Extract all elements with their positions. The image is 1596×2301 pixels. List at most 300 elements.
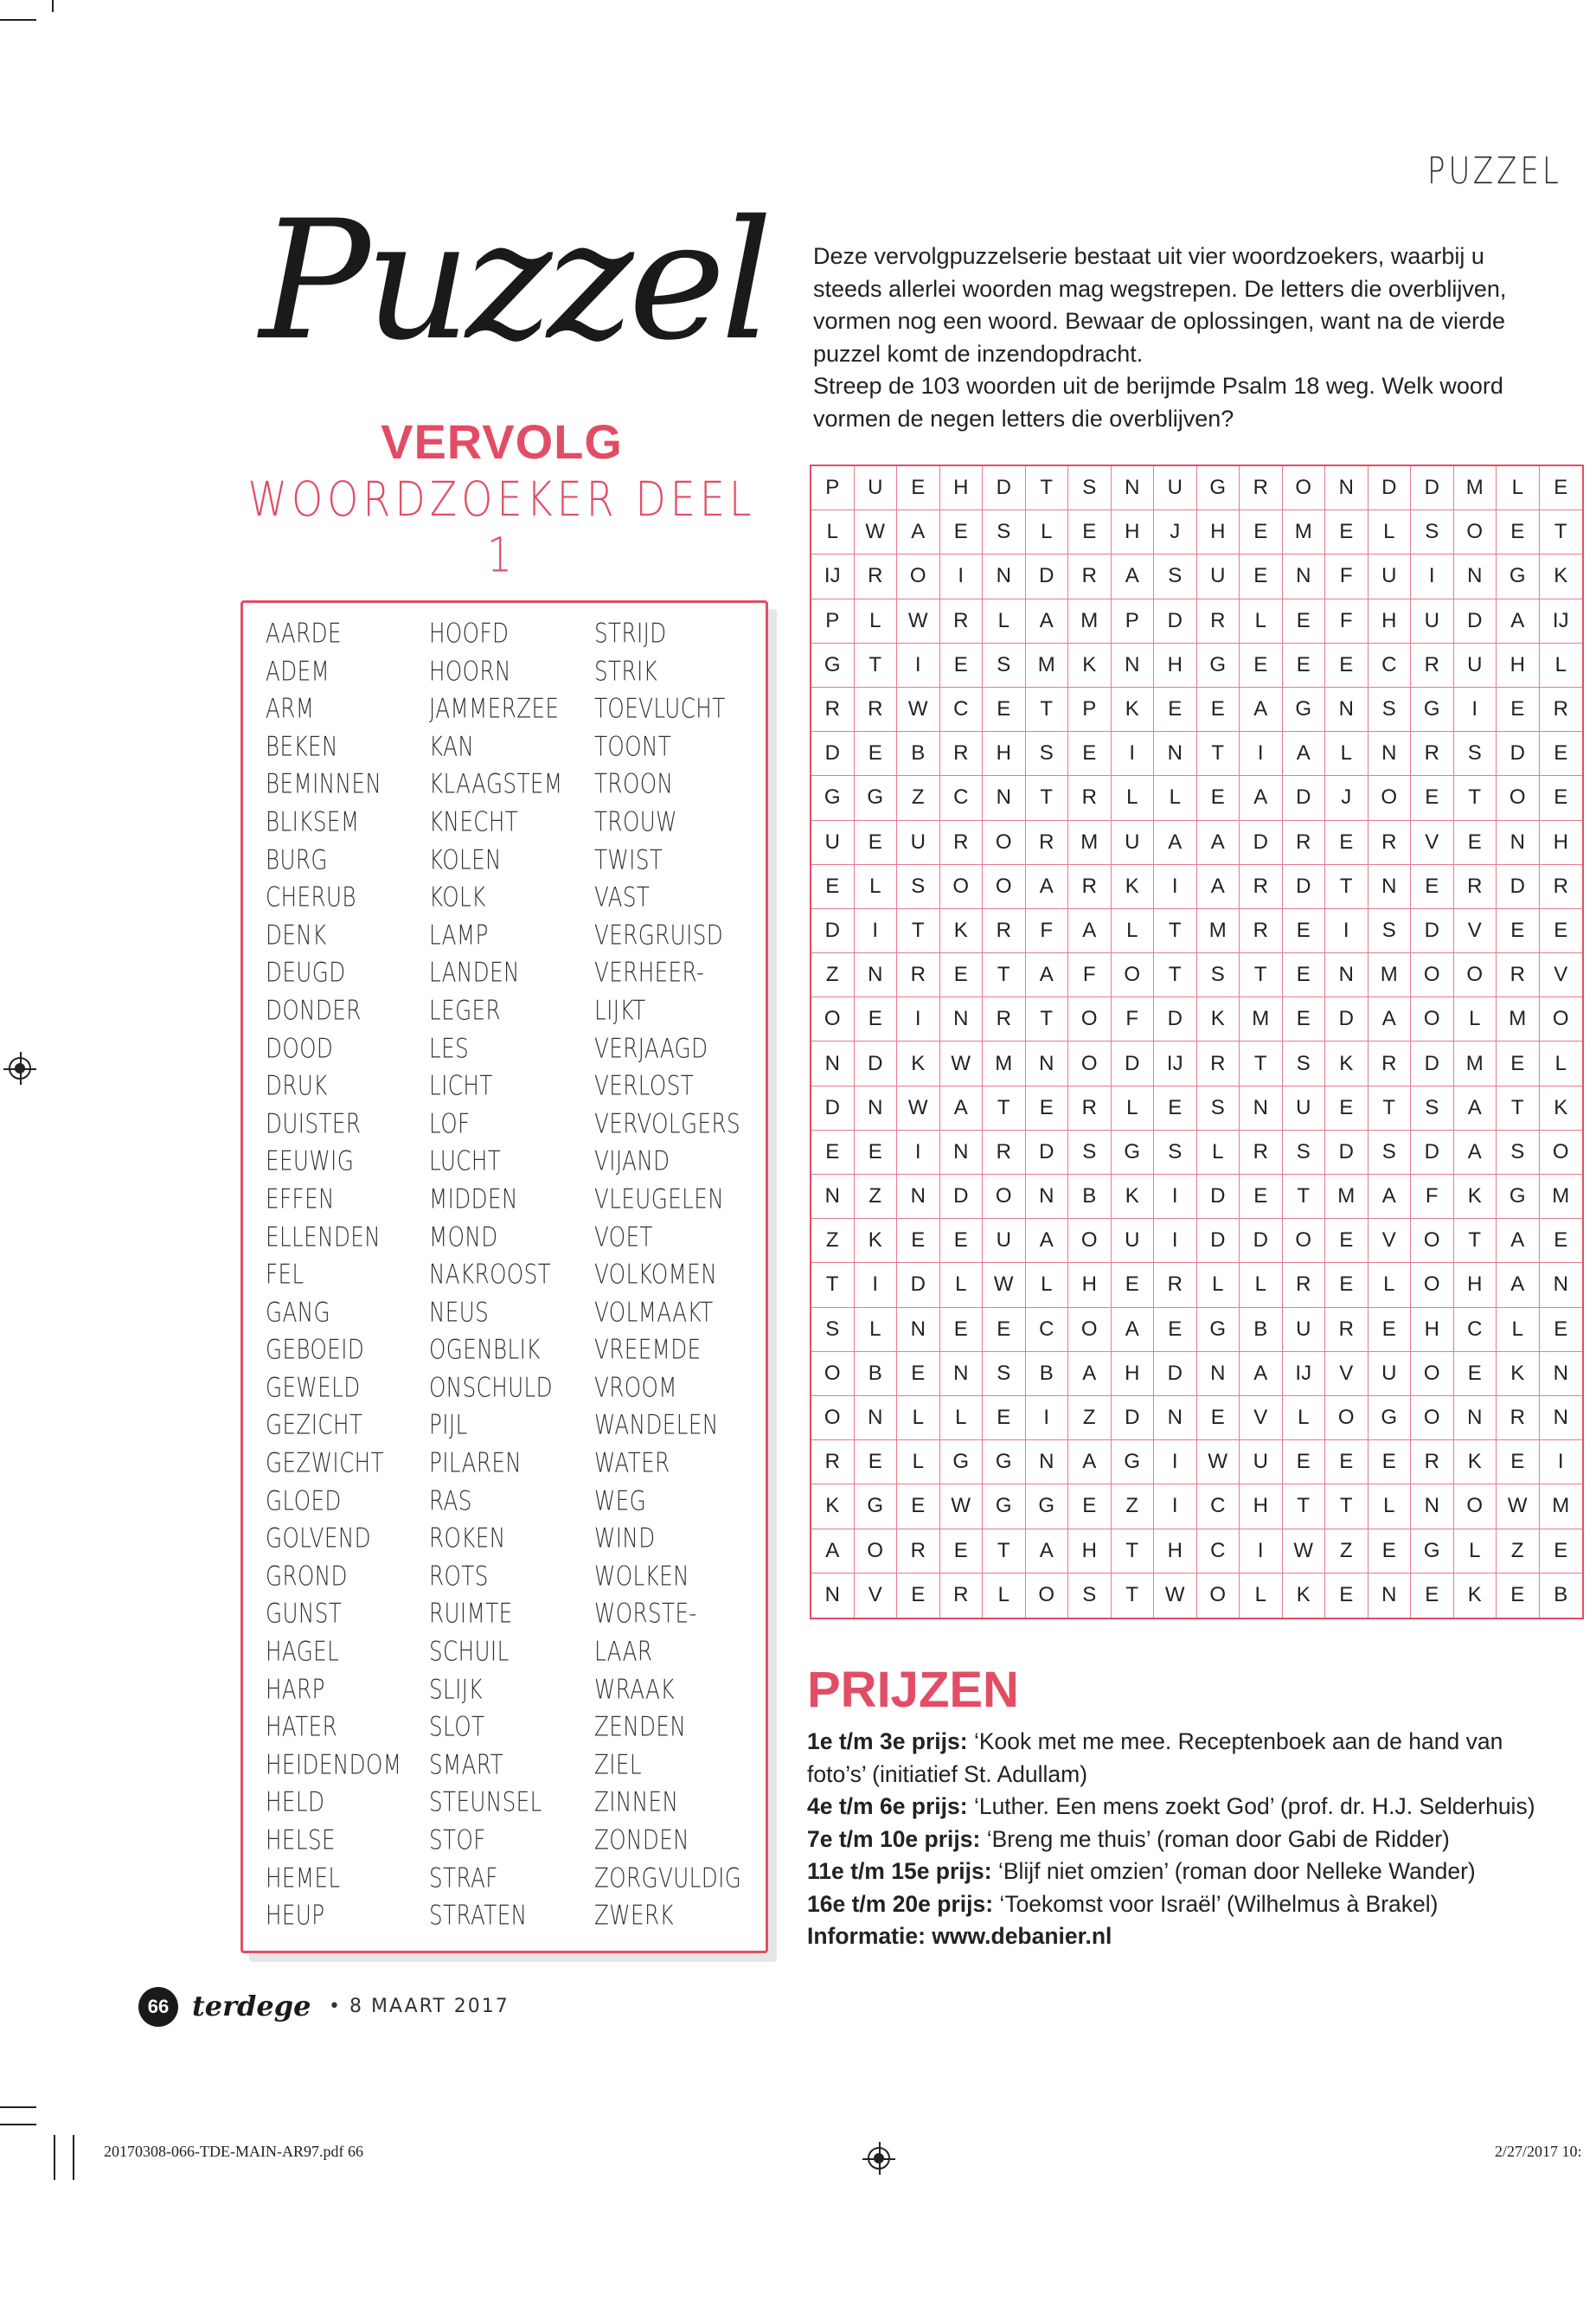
grid-cell: G (1112, 1131, 1155, 1175)
grid-cell: O (1497, 776, 1540, 820)
word-list-item: ELLENDEN (266, 1221, 381, 1253)
grid-cell: O (1026, 1574, 1069, 1618)
grid-cell: M (1026, 644, 1069, 688)
grid-cell: I (897, 1131, 940, 1175)
grid-cell: N (1454, 554, 1497, 599)
word-list-item: PIJL (429, 1409, 468, 1442)
grid-cell: E (1497, 688, 1540, 732)
word-list-item: LIJKT (594, 995, 646, 1027)
grid-cell: T (1240, 1042, 1283, 1086)
word-list-item: PILAREN (429, 1447, 522, 1479)
word-list-item: VROOM (594, 1371, 677, 1404)
grid-cell: K (811, 1484, 855, 1529)
grid-cell: U (811, 821, 855, 865)
word-list-item: ZONDEN (594, 1824, 689, 1856)
grid-cell: T (1026, 997, 1069, 1042)
grid-cell: I (1112, 732, 1155, 776)
grid-cell: T (1454, 776, 1497, 820)
grid-cell: E (940, 953, 984, 997)
grid-cell: O (940, 865, 984, 909)
grid-cell: N (940, 997, 984, 1042)
grid-cell: E (1368, 1440, 1412, 1484)
word-list-item: WOLKEN (594, 1560, 689, 1593)
grid-cell: O (1411, 997, 1454, 1042)
grid-cell: E (1325, 1440, 1368, 1484)
grid-cell: R (1411, 644, 1454, 688)
grid-cell: R (1325, 1308, 1368, 1352)
word-list-item: SMART (429, 1748, 504, 1781)
grid-cell: U (1197, 554, 1240, 599)
grid-cell: Z (811, 1219, 855, 1263)
word-list-item: STEUNSEL (429, 1786, 542, 1819)
grid-cell: F (1325, 554, 1368, 599)
grid-cell: S (983, 510, 1026, 554)
grid-cell: L (1197, 1263, 1240, 1307)
grid-cell: I (1325, 909, 1368, 953)
word-list-item: BLIKSEM (266, 806, 360, 838)
prizes-title: PRIJZEN (807, 1662, 1019, 1718)
grid-cell: M (1497, 997, 1540, 1042)
crop-mark (52, 0, 54, 12)
grid-cell: E (940, 1529, 984, 1574)
word-list-item: KOLK (429, 881, 486, 914)
grid-cell: O (983, 865, 1026, 909)
grid-cell: T (1112, 1529, 1155, 1574)
grid-cell: H (1154, 1529, 1197, 1574)
grid-cell: R (1197, 1042, 1240, 1086)
grid-cell: K (1454, 1175, 1497, 1219)
grid-cell: K (1283, 1574, 1326, 1618)
grid-cell: D (811, 1086, 855, 1131)
grid-cell: E (1283, 953, 1326, 997)
grid-cell: D (1411, 1131, 1454, 1175)
grid-cell: E (1112, 1263, 1155, 1307)
grid-cell: K (1540, 1086, 1583, 1131)
grid-cell: L (1497, 466, 1540, 510)
grid-cell: O (1411, 1263, 1454, 1307)
registration-mark-icon (9, 1057, 31, 1080)
grid-cell: T (1454, 1219, 1497, 1263)
grid-cell: H (1154, 644, 1197, 688)
grid-cell: S (1197, 953, 1240, 997)
grid-cell: IJ (1540, 599, 1583, 644)
grid-cell: T (1026, 466, 1069, 510)
grid-cell: T (1026, 776, 1069, 820)
grid-cell: M (1325, 1175, 1368, 1219)
grid-cell: B (855, 1352, 898, 1396)
grid-cell: I (1154, 1219, 1197, 1263)
grid-cell: K (1197, 997, 1240, 1042)
grid-cell: A (1068, 1440, 1112, 1484)
grid-cell: E (1325, 644, 1368, 688)
grid-cell: N (983, 554, 1026, 599)
word-column (594, 615, 774, 1935)
grid-cell: D (1240, 1219, 1283, 1263)
grid-cell: A (1026, 1529, 1069, 1574)
grid-cell: S (983, 644, 1026, 688)
grid-cell: Z (855, 1175, 898, 1219)
prizes-list (807, 1726, 1568, 1953)
grid-cell: K (897, 1042, 940, 1086)
grid-cell: G (811, 776, 855, 820)
grid-cell: L (1454, 997, 1497, 1042)
grid-cell: S (1411, 1086, 1454, 1131)
grid-cell: G (1197, 466, 1240, 510)
grid-cell: L (940, 1263, 984, 1307)
grid-cell: R (811, 688, 855, 732)
grid-cell: V (1411, 821, 1454, 865)
grid-cell: L (1368, 1263, 1412, 1307)
grid-cell: G (811, 644, 855, 688)
word-list-item: GEZWICHT (266, 1447, 385, 1479)
grid-cell: G (983, 1484, 1026, 1529)
grid-cell: S (1368, 688, 1412, 732)
grid-cell: J (1325, 776, 1368, 820)
grid-cell: A (811, 1529, 855, 1574)
grid-cell: H (1240, 1484, 1283, 1529)
grid-cell: D (1197, 1219, 1240, 1263)
grid-cell: M (1540, 1175, 1583, 1219)
prize-description: ‘Kook met me mee. Receptenboek aan de hand van (967, 1728, 1503, 1754)
word-list-item: BEKEN (266, 730, 338, 763)
crop-mark (73, 2135, 74, 2180)
print-slug: 20170308-066-TDE-MAIN-AR97.pdf 66 (104, 2143, 363, 2160)
grid-cell: E (855, 1131, 898, 1175)
grid-cell: E (940, 644, 984, 688)
grid-cell: A (1026, 865, 1069, 909)
grid-cell: R (983, 909, 1026, 953)
grid-cell: S (1068, 1131, 1112, 1175)
word-list-item: FEL (266, 1259, 304, 1291)
grid-cell: W (983, 1263, 1026, 1307)
prize-rank: 11e t/m 15e prijs: (807, 1858, 992, 1884)
grid-cell: N (1026, 1175, 1069, 1219)
grid-cell: N (855, 1396, 898, 1440)
grid-cell: K (1454, 1574, 1497, 1618)
grid-cell: T (1325, 865, 1368, 909)
grid-cell: H (1368, 599, 1412, 644)
grid-cell: L (1368, 510, 1412, 554)
grid-cell: E (1325, 1263, 1368, 1307)
grid-cell: I (897, 997, 940, 1042)
grid-cell: I (1411, 554, 1454, 599)
prize-description: ‘Breng me thuis’ (roman door Gabi de Ridder) (980, 1825, 1450, 1852)
grid-cell: C (940, 776, 984, 820)
grid-cell: L (855, 865, 898, 909)
word-list-item: LUCHT (429, 1145, 502, 1178)
grid-cell: L (983, 599, 1026, 644)
prize-line (807, 1888, 1568, 1921)
grid-cell: J (1154, 510, 1197, 554)
word-list-item: TWIST (594, 843, 663, 876)
registration-mark-icon (868, 2147, 890, 2170)
grid-cell: R (983, 1131, 1026, 1175)
word-list-item: GROND (266, 1560, 348, 1593)
grid-cell: A (940, 1086, 984, 1131)
grid-cell: L (1497, 1308, 1540, 1352)
word-list-item: SLOT (429, 1711, 485, 1744)
word-list-item: GLOED (266, 1484, 342, 1517)
word-list-item: AARDE (266, 618, 342, 650)
grid-cell: O (1454, 510, 1497, 554)
grid-cell: F (1112, 997, 1155, 1042)
grid-cell: E (1283, 997, 1326, 1042)
prize-rank: 1e t/m 3e prijs: (807, 1728, 968, 1754)
prize-line (807, 1726, 1568, 1759)
grid-cell: O (1454, 953, 1497, 997)
grid-cell: V (1240, 1396, 1283, 1440)
grid-cell: N (1497, 821, 1540, 865)
grid-cell: L (855, 599, 898, 644)
grid-cell: E (1325, 1574, 1368, 1618)
grid-cell: A (1240, 776, 1283, 820)
grid-cell: D (1368, 466, 1412, 510)
grid-cell: R (1068, 776, 1112, 820)
grid-cell: U (855, 466, 898, 510)
grid-cell: E (1497, 1574, 1540, 1618)
grid-cell: D (897, 1263, 940, 1307)
grid-cell: L (1325, 732, 1368, 776)
word-list-item: LAMP (429, 919, 489, 952)
grid-cell: F (1026, 909, 1069, 953)
grid-cell: E (1240, 644, 1283, 688)
grid-cell: N (1368, 1574, 1412, 1618)
grid-cell: W (897, 688, 940, 732)
grid-cell: G (940, 1440, 984, 1484)
grid-cell: W (940, 1042, 984, 1086)
grid-cell: L (1112, 1086, 1155, 1131)
grid-cell: V (1368, 1219, 1412, 1263)
grid-cell: L (855, 1308, 898, 1352)
grid-cell: E (1454, 821, 1497, 865)
grid-cell: R (1368, 821, 1412, 865)
grid-cell: N (1154, 1396, 1197, 1440)
word-list-item: VREEMDE (594, 1334, 702, 1367)
grid-cell: N (1112, 644, 1155, 688)
grid-cell: I (897, 644, 940, 688)
word-list-item: HARP (266, 1673, 325, 1706)
grid-cell: N (940, 1131, 984, 1175)
grid-cell: L (1026, 1263, 1069, 1307)
grid-cell: U (1283, 1308, 1326, 1352)
word-list-item: MIDDEN (429, 1183, 518, 1215)
grid-cell: I (1154, 1175, 1197, 1219)
grid-cell: N (1240, 1086, 1283, 1131)
grid-cell: L (1154, 776, 1197, 820)
word-list-item: HEMEL (266, 1862, 341, 1894)
word-list-item: VLEUGELEN (594, 1183, 725, 1215)
grid-cell: D (1497, 732, 1540, 776)
grid-cell: M (1368, 953, 1412, 997)
word-list-item: STRIK (594, 655, 658, 688)
grid-cell: A (1112, 554, 1155, 599)
word-list-item: KAN (429, 730, 475, 763)
grid-cell: O (1411, 1219, 1454, 1263)
word-list-item: ZINNEN (594, 1786, 679, 1819)
grid-cell: L (1112, 909, 1155, 953)
grid-cell: D (983, 466, 1026, 510)
word-list (240, 600, 768, 1953)
grid-cell: D (1240, 821, 1283, 865)
print-timestamp: 2/27/2017 10: (1495, 2143, 1582, 2160)
grid-cell: V (1540, 953, 1583, 997)
word-list-item: ZWERK (594, 1900, 674, 1932)
word-list-item: STRAF (429, 1862, 498, 1894)
grid-cell: N (1154, 732, 1197, 776)
grid-cell: S (1368, 1131, 1412, 1175)
grid-cell: E (1368, 1529, 1412, 1574)
word-list-item: DUISTER (266, 1107, 362, 1140)
grid-cell: E (1197, 688, 1240, 732)
word-list-item: JAMMERZEE (429, 693, 560, 726)
grid-cell: E (855, 997, 898, 1042)
grid-cell: T (1283, 1175, 1326, 1219)
grid-cell: I (855, 1263, 898, 1307)
grid-cell: R (1240, 466, 1283, 510)
grid-cell: S (1154, 554, 1197, 599)
word-list-item: OGENBLIK (429, 1334, 541, 1367)
grid-cell: H (983, 732, 1026, 776)
grid-cell: R (811, 1440, 855, 1484)
grid-cell: S (1411, 510, 1454, 554)
grid-cell: G (1197, 644, 1240, 688)
grid-cell: U (1368, 1352, 1412, 1396)
grid-cell: E (811, 1131, 855, 1175)
word-list-item: KLAAGSTEM (429, 768, 563, 801)
prize-rank: 4e t/m 6e prijs: (807, 1793, 968, 1819)
word-list-item: HEIDENDOM (266, 1748, 402, 1781)
grid-cell: O (1068, 1308, 1112, 1352)
grid-cell: D (1154, 997, 1197, 1042)
word-list-item: MOND (429, 1221, 498, 1253)
word-list-item: LEGER (429, 995, 501, 1027)
grid-cell: E (897, 1352, 940, 1396)
grid-cell: P (811, 599, 855, 644)
grid-cell: O (1068, 1042, 1112, 1086)
grid-cell: L (1112, 776, 1155, 820)
grid-cell: E (940, 1219, 984, 1263)
grid-cell: E (1325, 1086, 1368, 1131)
grid-cell: U (897, 821, 940, 865)
grid-cell: R (940, 821, 984, 865)
grid-cell: R (1368, 1042, 1412, 1086)
grid-cell: T (983, 953, 1026, 997)
grid-cell: I (1154, 1440, 1197, 1484)
grid-cell: E (1197, 776, 1240, 820)
grid-cell: C (940, 688, 984, 732)
grid-cell: L (811, 510, 855, 554)
grid-cell: O (1112, 953, 1155, 997)
grid-cell: V (855, 1574, 898, 1618)
grid-cell: I (1540, 1440, 1583, 1484)
grid-cell: T (1497, 1086, 1540, 1131)
word-list-item: BEMINNEN (266, 768, 382, 801)
grid-cell: N (897, 1175, 940, 1219)
grid-cell: D (1411, 909, 1454, 953)
grid-cell: K (1112, 688, 1155, 732)
grid-cell: K (1497, 1352, 1540, 1396)
grid-cell: K (1540, 554, 1583, 599)
grid-cell: E (940, 510, 984, 554)
grid-cell: N (1197, 1352, 1240, 1396)
word-list-item: GOLVEND (266, 1522, 372, 1555)
grid-cell: K (855, 1219, 898, 1263)
word-list-item: VERJAAGD (594, 1032, 708, 1065)
grid-cell: G (1497, 554, 1540, 599)
grid-cell: L (897, 1396, 940, 1440)
grid-cell: U (1112, 821, 1155, 865)
grid-cell: E (1411, 776, 1454, 820)
grid-cell: P (1068, 688, 1112, 732)
issue-date: • 8 MAART 2017 (329, 1996, 510, 2017)
grid-cell: U (1283, 1086, 1326, 1131)
grid-cell: E (940, 1308, 984, 1352)
grid-cell: R (1068, 554, 1112, 599)
grid-cell: R (1197, 599, 1240, 644)
grid-cell: S (1026, 732, 1069, 776)
grid-cell: E (1540, 1308, 1583, 1352)
word-list-item: VERHEER- (594, 957, 705, 990)
grid-cell: H (1540, 821, 1583, 865)
grid-cell: L (1283, 1396, 1326, 1440)
intro-paragraph: Streep de 103 woorden uit de berijmde Psalm 18 weg. Welk woord vormen de negen letters die overblijven? (813, 373, 1503, 432)
word-list-item: ZIEL (594, 1748, 643, 1781)
grid-cell: I (1154, 1484, 1197, 1529)
grid-cell: O (1068, 1219, 1112, 1263)
grid-cell: E (897, 1219, 940, 1263)
grid-cell: E (897, 1574, 940, 1618)
grid-cell: R (1240, 1131, 1283, 1175)
grid-cell: F (1325, 599, 1368, 644)
grid-cell: V (1454, 909, 1497, 953)
grid-cell: D (1325, 1131, 1368, 1175)
grid-cell: U (1454, 644, 1497, 688)
word-list-item: GEWELD (266, 1371, 361, 1404)
grid-cell: H (1197, 510, 1240, 554)
grid-cell: E (1325, 1219, 1368, 1263)
word-list-item: CHERUB (266, 881, 356, 914)
grid-cell: A (1283, 732, 1326, 776)
grid-cell: S (1068, 1574, 1112, 1618)
grid-cell: E (1325, 821, 1368, 865)
word-list-item: LANDEN (429, 957, 520, 990)
word-list-item: VOLMAAKT (594, 1296, 714, 1329)
grid-cell: G (1283, 688, 1326, 732)
word-list-item: ZORGVULDIG (594, 1862, 742, 1894)
crop-mark (0, 2106, 36, 2108)
grid-cell: R (1540, 865, 1583, 909)
grid-cell: R (1411, 1440, 1454, 1484)
grid-cell: D (1283, 776, 1326, 820)
prize-rank: 7e t/m 10e prijs: (807, 1825, 981, 1852)
grid-cell: E (1026, 1086, 1069, 1131)
grid-cell: A (897, 510, 940, 554)
word-list-item: HELD (266, 1786, 325, 1819)
grid-cell: O (1283, 466, 1326, 510)
grid-cell: R (855, 688, 898, 732)
word-list-item: DENK (266, 919, 327, 952)
grid-cell: D (1026, 554, 1069, 599)
grid-cell: U (1154, 466, 1197, 510)
grid-cell: E (1283, 599, 1326, 644)
grid-cell: W (897, 1086, 940, 1131)
grid-cell: R (940, 1574, 984, 1618)
puzzle-subtitle: WOORDZOEKER DEEL 1 (247, 471, 756, 583)
grid-cell: W (1497, 1484, 1540, 1529)
grid-cell: V (1325, 1352, 1368, 1396)
word-list-item: DONDER (266, 995, 362, 1027)
grid-cell: E (1497, 510, 1540, 554)
